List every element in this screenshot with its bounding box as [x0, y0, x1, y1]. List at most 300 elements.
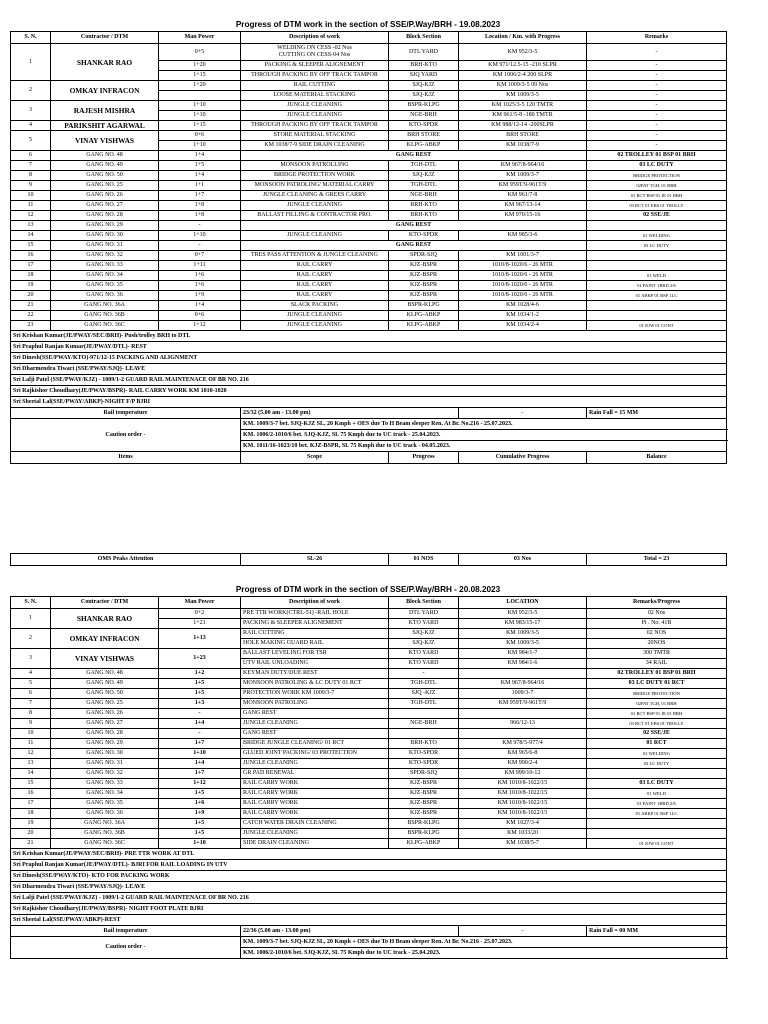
remarks: -	[587, 111, 727, 121]
man-power: 1+12	[159, 779, 241, 789]
work-description: JUNGLE CLEANING	[241, 231, 389, 241]
items-header: Balance	[587, 452, 727, 464]
table-row	[11, 609, 727, 619]
man-power: -	[159, 221, 241, 231]
location: KM 983/15-17	[459, 619, 587, 629]
contractor-name: OMKAY INFRACON	[51, 81, 159, 101]
official-row	[11, 904, 727, 915]
work-description: JUNGLE CLEANING	[241, 111, 389, 121]
remarks: 300 TMTR	[587, 649, 727, 659]
location: KM 984/1-7	[459, 649, 587, 659]
progress-table	[10, 31, 727, 464]
table-row	[11, 251, 727, 261]
block-section: NGE-BRH	[389, 111, 459, 121]
man-power: 1+7	[159, 191, 241, 201]
table-row	[11, 221, 727, 231]
block-section: BRH-KTO	[389, 739, 459, 749]
items-header: Scope	[241, 452, 389, 464]
man-power: 1+10	[159, 839, 241, 849]
table-row	[11, 629, 727, 639]
official-remark: Sri Dharmendra Tiwari (SSE/PWAY/SJQ)- LEAVE	[11, 882, 727, 893]
gang-name: GANG NO. 25	[51, 181, 159, 191]
man-power: 1+6	[159, 281, 241, 291]
official-row	[11, 364, 727, 375]
man-power: 1+6	[159, 799, 241, 809]
block-section: KLPG-ABKP	[389, 311, 459, 321]
location: KM 1034/2-4	[459, 321, 587, 331]
rail-temperature: 22/36 (5.00 am - 13.00 pm)	[241, 926, 459, 937]
serial-number: 17	[11, 261, 51, 271]
table-row	[11, 739, 727, 749]
remarks: 02 NOS	[587, 629, 727, 639]
remarks	[587, 829, 727, 839]
location: 1010/8-1020/6 - 26 MTR	[459, 281, 587, 291]
man-power: 1+5	[159, 161, 241, 171]
location: KM 1009/3-7	[459, 171, 587, 181]
location: KM 1006/2-4 200 SLPR	[459, 71, 587, 81]
remarks: 02 TROLLEY 01 BSP 01 BRH	[587, 669, 727, 679]
work-description: JUNGLE CLEANING	[241, 759, 389, 769]
items-header: Cumulative Progress	[459, 452, 587, 464]
gang-name: GANG NO. 34	[51, 271, 159, 281]
oms-cell: OMS Peaks Attention	[11, 554, 241, 566]
items-header-row	[11, 452, 727, 464]
block-section: TGH-DTL	[389, 679, 459, 689]
table-row	[11, 839, 727, 849]
table-row	[11, 321, 727, 331]
block-section: KJZ-BSPR	[389, 779, 459, 789]
rail-temperature-label: Rail temperature	[11, 408, 241, 419]
block-section: BRH STORE	[389, 131, 459, 141]
remarks	[587, 769, 727, 779]
table-row	[11, 121, 727, 131]
table-row	[11, 261, 727, 271]
man-power: 1+8	[159, 201, 241, 211]
remarks	[587, 301, 727, 311]
remarks: 01 RCT	[587, 739, 727, 749]
column-header: Description of work	[241, 32, 389, 44]
man-power: 1+10	[159, 101, 241, 111]
serial-number: 9	[11, 719, 51, 729]
table-row	[11, 809, 727, 819]
work-description: UTV RAIL UNLOADING	[241, 659, 389, 669]
gang-name: GANG NO. 49	[51, 161, 159, 171]
location: KM 990/2-4	[459, 759, 587, 769]
block-section	[389, 709, 459, 719]
block-section: -	[389, 669, 459, 679]
work-description: JUNGLE CLEANING	[241, 829, 389, 839]
block-section: DTL YARD	[389, 609, 459, 619]
remarks: -	[587, 91, 727, 101]
location: KM 967/8-964/16	[459, 161, 587, 171]
table-row	[11, 789, 727, 799]
remarks: BRIDGE PROTECTION	[587, 689, 727, 699]
serial-number: 8	[11, 171, 51, 181]
gang-name: GANG NO. 36C	[51, 321, 159, 331]
man-power: -	[159, 729, 241, 739]
block-section: TGH-DTL	[389, 161, 459, 171]
work-description: MONSOON PATROLING	[241, 699, 389, 709]
man-power: 1+5	[159, 789, 241, 799]
remarks: -	[587, 44, 727, 61]
official-remark: Sri Rajkishor Choudhary(JE/PWAY/BSPR)- RAIL CARRY WORK KM 1010-1020	[11, 386, 727, 397]
serial-number: 8	[11, 709, 51, 719]
serial-number: 20	[11, 829, 51, 839]
contractor-name: VINAY VISHWAS	[51, 131, 159, 151]
remarks: 01 RCT BSP 01 JE 01 BRH	[587, 709, 727, 719]
official-remark: Sri Rajkishor Choudhary(JE/PWAY/BSPR)- NIGHT FOOT PLATE BJRI	[11, 904, 727, 915]
man-power: 1+20	[159, 61, 241, 71]
official-row	[11, 893, 727, 904]
table-row	[11, 171, 727, 181]
block-section: KJZ-BSPR	[389, 291, 459, 301]
gang-name: GANG NO. 36B	[51, 829, 159, 839]
location: KM 1034/1-2	[459, 311, 587, 321]
remarks: 02 SSE/JE	[587, 211, 727, 221]
man-power: 1+20	[159, 81, 241, 91]
location: KM 984/1-6	[459, 659, 587, 669]
remarks: 02 SSE/JE	[587, 729, 727, 739]
gang-name: GANG NO. 36	[51, 809, 159, 819]
dash: -	[459, 926, 587, 937]
table-row	[11, 759, 727, 769]
progress-table	[10, 596, 727, 959]
man-power: 1+13	[159, 629, 241, 649]
remarks: -	[587, 141, 727, 151]
location: KM 952/3-5	[459, 44, 587, 61]
caution-order: KM. 1011/16-1023/10 bet. KJZ-BSPR, SL 75 Kmph due to UC track - 04.05.2023.	[241, 441, 727, 452]
man-power: 1+5	[159, 829, 241, 839]
gang-rest: GANG REST	[241, 221, 587, 231]
block-section: KTO-SPDR	[389, 121, 459, 131]
man-power	[159, 91, 241, 101]
work-description: JUNGLE CLEANING	[241, 201, 389, 211]
location: KM 959T/9-961T/9	[459, 181, 587, 191]
work-description: MONSOON PATROLLING	[241, 161, 389, 171]
work-description: GANG REST	[241, 729, 389, 739]
oms-row	[11, 554, 727, 566]
man-power: 1+9	[159, 809, 241, 819]
serial-number: 19	[11, 819, 51, 829]
gang-name: GANG NO. 30	[51, 749, 159, 759]
work-description: THROUGH PACKING BY OFF TRACK TAMPOR	[241, 71, 389, 81]
remarks: 03 LC DUTY	[587, 779, 727, 789]
gang-name: GANG NO. 26	[51, 709, 159, 719]
report-19-08-2023	[10, 18, 726, 464]
serial-number: 15	[11, 779, 51, 789]
man-power: 1+10	[159, 749, 241, 759]
rail-temp-row	[11, 926, 727, 937]
block-section: KTO YARD	[389, 619, 459, 629]
work-description: SLACK PACKING	[241, 301, 389, 311]
serial-number: 11	[11, 739, 51, 749]
block-section: SJQ-KJZ	[389, 171, 459, 181]
work-description: MONSOON PATROLING/ MATERIAL CARRY	[241, 181, 389, 191]
table-row	[11, 271, 727, 281]
gang-name: GANG NO. 31	[51, 241, 159, 251]
gang-name: GANG NO. 27	[51, 201, 159, 211]
gang-name: GANG NO. 36A	[51, 819, 159, 829]
column-header: Block Section	[389, 597, 459, 609]
block-section: KTO-SPDR	[389, 231, 459, 241]
table-row	[11, 649, 727, 659]
man-power: 1+23	[159, 649, 241, 669]
serial-number: 3	[11, 101, 51, 121]
table-row	[11, 749, 727, 759]
man-power: 1+2	[159, 669, 241, 679]
table-row	[11, 829, 727, 839]
caution-order: KM. 1009/3-7 bet. SJQ-KJZ SL, 20 Kmph + OES due To H Beam sleeper Ren. At Br. No.216 - 25.07.2023.	[241, 419, 727, 430]
block-section: BRH-KTO	[389, 61, 459, 71]
table-row	[11, 301, 727, 311]
serial-number: 15	[11, 241, 51, 251]
work-description: GR PAD RENEWAL	[241, 769, 389, 779]
location: KM 1009/3-5	[459, 629, 587, 639]
serial-number: 13	[11, 759, 51, 769]
official-remark: Sri Krishan Kumar(JE/PWAY/SEC/BRH)- PRE TTR WORK AT DTL	[11, 849, 727, 860]
location: KM 971/12.5-15 -210 SLPR	[459, 61, 587, 71]
block-section: SJQ YARD	[389, 71, 459, 81]
remarks: -	[587, 71, 727, 81]
block-section: SJQ-KJZ	[389, 91, 459, 101]
work-description: SIDE DRAIN CLEANING	[241, 839, 389, 849]
remarks: 34 RAIL	[587, 659, 727, 669]
work-description: JUNGLE CLEANING	[241, 101, 389, 111]
report-title: Progress of DTM work in the section of SSE/P.Way/BRH - 19.08.2023	[235, 20, 501, 29]
location: KM 1038/7-9	[459, 141, 587, 151]
official-row	[11, 871, 727, 882]
official-row	[11, 342, 727, 353]
column-header: Man Power	[159, 32, 241, 44]
work-description: RAIL CARRY	[241, 271, 389, 281]
remarks: 01 ABKP 01 BSP 1LC	[587, 291, 727, 301]
gang-name: GANG NO. 30	[51, 231, 159, 241]
table-row	[11, 101, 727, 111]
block-section: DTL YARD	[389, 44, 459, 61]
table-row	[11, 699, 727, 709]
block-section: KTO YARD	[389, 659, 459, 669]
gang-rest: GANG REST	[241, 241, 587, 251]
remarks: 03 RCT 01 EBS 01 TROLLY	[587, 201, 727, 211]
official-row	[11, 386, 727, 397]
column-header: Contractor / DTM	[51, 597, 159, 609]
block-section: KTO YARD	[389, 649, 459, 659]
header-row	[11, 597, 727, 609]
block-section: SJQ-KJZ	[389, 639, 459, 649]
location	[459, 709, 587, 719]
dash: -	[459, 408, 587, 419]
work-description: PROTECTION WORK KM 1009/3-7	[241, 689, 389, 699]
contractor-name: VINAY VISHWAS	[51, 649, 159, 669]
block-section: KLPG-ABKP	[389, 839, 459, 849]
gang-rest: GANG REST	[241, 151, 587, 161]
table-row	[11, 719, 727, 729]
work-description: RAIL CARRY WORK	[241, 799, 389, 809]
work-description: KEYMAN DUTY/DUE REST	[241, 669, 389, 679]
man-power: 0+6	[159, 311, 241, 321]
work-description: BALLAST FILLING & CONTRACTOR PRO.	[241, 211, 389, 221]
contractor-name: SHANKAR RAO	[51, 44, 159, 81]
official-row	[11, 397, 727, 408]
official-remark: Sri Praphul Ranjan Kumar(JE/PWAY/DTL)- BJRI FOR RAIL LOADING IN UTV	[11, 860, 727, 871]
work-description: RAIL CARRY WORK	[241, 789, 389, 799]
location: KM 1010/8-1022/15	[459, 789, 587, 799]
remarks: 01 WELDING	[587, 749, 727, 759]
column-header: Contractor / DTM	[51, 32, 159, 44]
gang-name: GANG NO. 50	[51, 689, 159, 699]
serial-number: 10	[11, 729, 51, 739]
work-description: JUNGLE CLEANING & GREES CARRY	[241, 191, 389, 201]
official-row	[11, 375, 727, 386]
serial-number: 3	[11, 649, 51, 669]
location: KM 961/5-8 -180 TMTR	[459, 111, 587, 121]
work-description: THROUGH PACKING BY OFF TRACK TAMPOR	[241, 121, 389, 131]
official-remark: Sri Lalji Patel (SSE/PWAY/KJZ) - 1009/1-2 GUARD RAIL MAINTENACE OF BR NO. 216	[11, 893, 727, 904]
serial-number: 5	[11, 131, 51, 151]
work-description: JUNGLE CLEANING	[241, 719, 389, 729]
location: KM 999/10-12	[459, 769, 587, 779]
block-section: KLPG-ABKP	[389, 321, 459, 331]
serial-number: 6	[11, 151, 51, 161]
column-header: LOCATION	[459, 597, 587, 609]
man-power: 1+9	[159, 291, 241, 301]
serial-number: 10	[11, 191, 51, 201]
table-row	[11, 689, 727, 699]
man-power: 1+8	[159, 211, 241, 221]
table-row	[11, 729, 727, 739]
table-row	[11, 231, 727, 241]
official-row	[11, 882, 727, 893]
column-header: S. N.	[11, 597, 51, 609]
serial-number: 4	[11, 121, 51, 131]
serial-number: 11	[11, 201, 51, 211]
block-section: KJZ-BSPR	[389, 281, 459, 291]
caution-label: Caution order -	[11, 937, 241, 959]
block-section: BSPR-KLPG	[389, 829, 459, 839]
location: KM 967/13-14	[459, 201, 587, 211]
remarks: 20NOS	[587, 639, 727, 649]
location: KM 978/5-977/4	[459, 739, 587, 749]
table-row	[11, 281, 727, 291]
table-row	[11, 669, 727, 679]
items-header: Progress	[389, 452, 459, 464]
official-row	[11, 331, 727, 342]
serial-number: 7	[11, 699, 51, 709]
remarks: 01 IOW 01 CONT	[587, 839, 727, 849]
remarks: 01 ABKP 01 BSP 1LC	[587, 809, 727, 819]
table-row	[11, 211, 727, 221]
rail-temp-row	[11, 408, 727, 419]
man-power: 1+7	[159, 739, 241, 749]
block-section: NGE-BRH	[389, 191, 459, 201]
block-section: KTO-SPDR	[389, 759, 459, 769]
location: KM 1009/3-5	[459, 91, 587, 101]
gang-name: GANG NO. 50	[51, 171, 159, 181]
serial-number: 12	[11, 749, 51, 759]
gang-name: GANG NO. 36A	[51, 301, 159, 311]
block-section: BSPR-KLPG	[389, 301, 459, 311]
work-description: TRES PASS ATTENTION & JUNGLE CLEANING	[241, 251, 389, 261]
gang-name: GANG NO. 36B	[51, 311, 159, 321]
caution-row	[11, 937, 727, 948]
work-description: GANG REST	[241, 709, 389, 719]
gang-name: GANG NO. 28	[51, 729, 159, 739]
gang-name: GANG NO. 28	[51, 211, 159, 221]
man-power: 1+1	[159, 181, 241, 191]
serial-number: 20	[11, 291, 51, 301]
work-description: RAIL CARRY	[241, 261, 389, 271]
serial-number: 18	[11, 271, 51, 281]
remarks: 03 LC DUTY	[587, 161, 727, 171]
serial-number: 21	[11, 301, 51, 311]
remarks	[587, 819, 727, 829]
work-description: PRE TTR WORK(CTRL-51) -RAIL HOLE	[241, 609, 389, 619]
remarks: -	[587, 121, 727, 131]
location: KM 970/15-16	[459, 211, 587, 221]
location: KM 1010/8-1022/15	[459, 799, 587, 809]
block-section: KJZ-BSPR	[389, 799, 459, 809]
rail-temperature-label: Rail temperature	[11, 926, 241, 937]
block-section: SPDR-SJQ	[389, 769, 459, 779]
block-section: KJZ-BSPR	[389, 271, 459, 281]
serial-number: 13	[11, 221, 51, 231]
location: KM 1001/3-7	[459, 251, 587, 261]
official-row	[11, 353, 727, 364]
block-section: NGE-BRH	[389, 719, 459, 729]
serial-number: 12	[11, 211, 51, 221]
location: KM 1025/3-5 120 TMTR	[459, 101, 587, 111]
man-power: -	[159, 709, 241, 719]
official-remark: Sri Dinesh(SSE/PWAY/KTO)- KTO FOR PACKING WORK	[11, 871, 727, 882]
gang-name: GANG NO. 31	[51, 759, 159, 769]
man-power: 0+2	[159, 609, 241, 619]
serial-number: 21	[11, 839, 51, 849]
serial-number: 16	[11, 789, 51, 799]
remarks: 02PAT TGH, 01 BRH	[587, 699, 727, 709]
location: KM 1009/3-5 09 Nos	[459, 81, 587, 91]
man-power: 0+7	[159, 251, 241, 261]
work-description: JUNGLE CLEANING	[241, 321, 389, 331]
oms-cell: 01 NOS	[389, 554, 459, 566]
table-row	[11, 131, 727, 141]
man-power: 1+10	[159, 111, 241, 121]
location: KM 961/7-8	[459, 191, 587, 201]
serial-number: 4	[11, 669, 51, 679]
contractor-name: PARIKSHIT AGARWAL	[51, 121, 159, 131]
gang-name: GANG NO. 29	[51, 221, 159, 231]
serial-number: 14	[11, 231, 51, 241]
remarks: 01 PAINT 1BRD 2/6	[587, 799, 727, 809]
caution-order: KM. 1006/2-1010/6 bet. SJQ-KJZ, SL 75 Kmph due to UC track - 25.04.2023.	[241, 948, 727, 959]
column-header: Man Power	[159, 597, 241, 609]
gang-name: GANG NO. 34	[51, 789, 159, 799]
block-section	[389, 729, 459, 739]
remarks: 01 PAINT 1BRD 2/6	[587, 281, 727, 291]
location: KM 1038/5-7	[459, 839, 587, 849]
remarks: -	[587, 81, 727, 91]
column-header: Remarks/Progress	[587, 597, 727, 609]
location: KM 1010/8-1022/15	[459, 809, 587, 819]
remarks: 01 WELD	[587, 271, 727, 281]
work-description: MONSOON PATROLING & LC DUTY 01 RCT	[241, 679, 389, 689]
gang-name: GANG NO. 35	[51, 281, 159, 291]
table-row	[11, 191, 727, 201]
man-power: 1+5	[159, 819, 241, 829]
official-remark: Sri Sheetal Lal(SSE/PWAY/ABKP)-REST	[11, 915, 727, 926]
table-row	[11, 241, 727, 251]
table-row	[11, 709, 727, 719]
oms-summary	[10, 553, 726, 566]
